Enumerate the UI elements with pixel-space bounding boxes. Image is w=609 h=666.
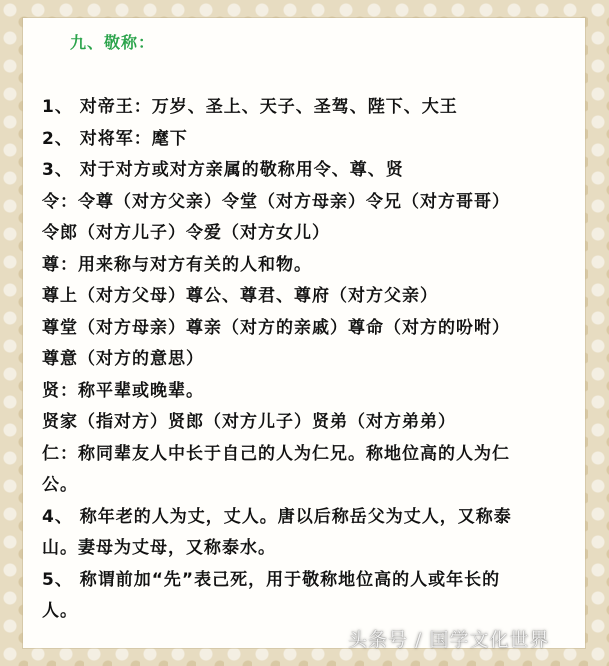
text-line: 令：令尊（对方父亲）令堂（对方母亲）令兄（对方哥哥） xyxy=(42,191,510,212)
text-line: 1、 对帝王：万岁、圣上、天子、圣驾、陛下、大王 xyxy=(42,97,458,117)
watermark: 头条号 / 国学文化世界 xyxy=(348,629,550,651)
section-heading: 九、敬称： xyxy=(70,33,156,52)
text-line: 贤：称平辈或晚辈。 xyxy=(42,380,204,401)
text-line: 令郎（对方儿子）令爱（对方女儿） xyxy=(42,223,330,243)
text-line: 尊：用来称与对方有关的人和物。 xyxy=(42,254,312,275)
text-line: 人。 xyxy=(42,601,78,621)
text-line: 2、 对将军：麾下 xyxy=(42,128,188,149)
text-lines xyxy=(42,92,582,628)
text-line: 3、 对于对方或对方亲属的敬称用令、尊、贤 xyxy=(42,160,404,180)
text-line: 尊意（对方的意思） xyxy=(42,349,204,369)
text-line: 山。妻母为丈母，又称泰水。 xyxy=(42,538,276,558)
text-line: 公。 xyxy=(42,475,78,495)
text-line: 仁：称同辈友人中长于自己的人为仁兄。称地位高的人为仁 xyxy=(42,443,510,464)
text-line: 贤家（指对方）贤郎（对方儿子）贤弟（对方弟弟） xyxy=(42,412,456,432)
text-line: 尊上（对方父母）尊公、尊君、尊府（对方父亲） xyxy=(42,286,438,306)
text-line: 4、 称年老的人为丈，丈人。唐以后称岳父为丈人，又称泰 xyxy=(42,506,512,527)
text-line: 尊堂（对方母亲）尊亲（对方的亲戚）尊命（对方的吩咐） xyxy=(42,317,510,338)
text-line: 5、 称谓前加“先”表己死，用于敬称地位高的人或年长的 xyxy=(42,569,501,590)
